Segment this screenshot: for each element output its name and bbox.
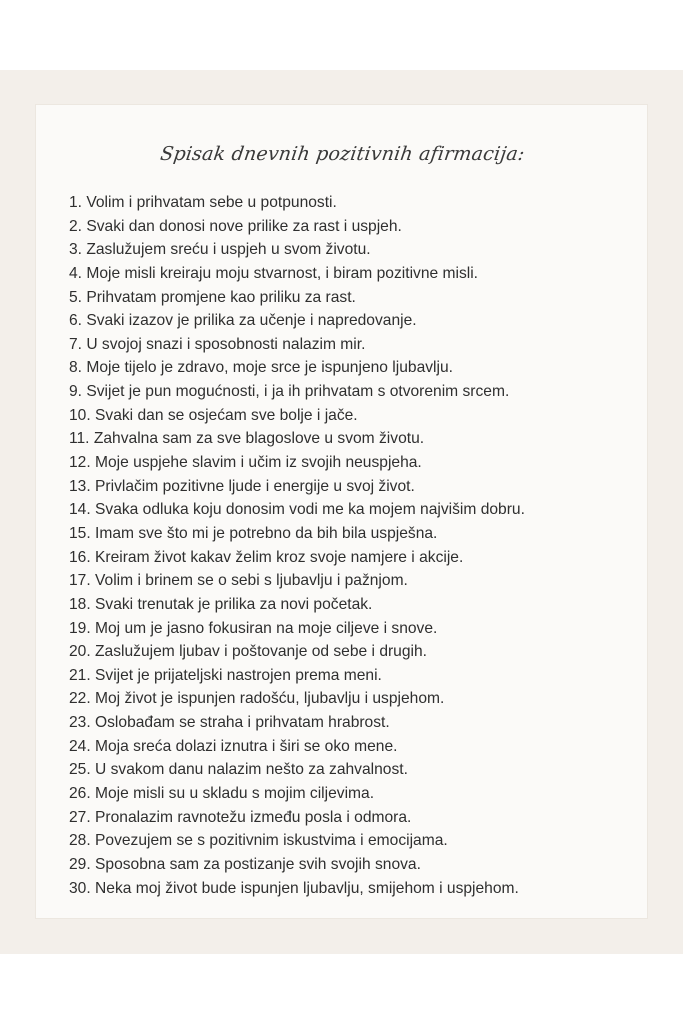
list-item: 19. Moj um je jasno fokusiran na moje ciljeve i snove. [69,619,438,637]
list-item: 28. Povezujem se s pozitivnim iskustvima i emocijama. [69,832,448,850]
list-item: 18. Svaki trenutak je prilika za novi početak. [69,595,373,613]
list-item: 17. Volim i brinem se o sebi s ljubavlju i pažnjom. [69,572,408,590]
list-item: 25. U svakom danu nalazim nešto za zahvalnost. [69,761,408,779]
list-item: 11. Zahvalna sam za sve blagoslove u svom životu. [69,430,425,448]
list-item: 7. U svojoj snazi i sposobnosti nalazim mir. [69,335,366,353]
list-item: 10. Svaki dan se osjećam sve bolje i jače. [69,406,358,424]
list-item: 29. Sposobna sam za postizanje svih svojih snova. [69,855,421,873]
list-item: 12. Moje uspjehe slavim i učim iz svojih neuspjeha. [69,454,422,472]
list-item: 5. Prihvatam promjene kao priliku za rast. [69,288,356,306]
list-item: 2. Svaki dan donosi nove prilike za rast i uspjeh. [69,217,402,235]
list-item: 16. Kreiram život kakav želim kroz svoje namjere i akcije. [69,548,464,566]
list-item: 26. Moje misli su u skladu s mojim ciljevima. [69,785,375,803]
list-item: 27. Pronalazim ravnotežu između posla i odmora. [69,808,412,826]
affirmations-list [69,191,639,900]
list-item: 15. Imam sve što mi je potrebno da bih bila uspješna. [69,524,438,542]
list-item: 24. Moja sreća dolazi iznutra i širi se oko mene. [69,737,398,755]
list-item: 1. Volim i prihvatam sebe u potpunosti. [69,194,337,211]
list-item: 14. Svaka odluka koju donosim vodi me ka mojem najvišim dobru. [69,501,525,519]
list-item: 3. Zaslužujem sreću i uspjeh u svom životu. [69,241,371,259]
list-item: 4. Moje misli kreiraju moju stvarnost, i biram pozitivne misli. [69,264,479,282]
affirmations-card [35,104,648,919]
page-title: Spisak dnevnih pozitivnih afirmacija: [158,143,527,165]
list-item: 13. Privlačim pozitivne ljude i energije u svoj život. [69,477,415,495]
list-item: 9. Svijet je pun mogućnosti, i ja ih prihvatam s otvorenim srcem. [69,383,510,401]
list-item: 23. Oslobađam se straha i prihvatam hrabrost. [69,714,390,732]
list-item: 22. Moj život je ispunjen radošću, ljubavlju i uspjehom. [69,690,445,708]
list-item: 8. Moje tijelo je zdravo, moje srce je ispunjeno ljubavlju. [69,359,453,377]
list-item: 30. Neka moj život bude ispunjen ljubavlju, smijehom i uspjehom. [69,879,519,897]
list-item: 21. Svijet je prijateljski nastrojen prema meni. [69,666,382,684]
list-item: 6. Svaki izazov je prilika za učenje i napredovanje. [69,312,417,330]
list-item: 20. Zaslužujem ljubav i poštovanje od sebe i drugih. [69,643,428,661]
